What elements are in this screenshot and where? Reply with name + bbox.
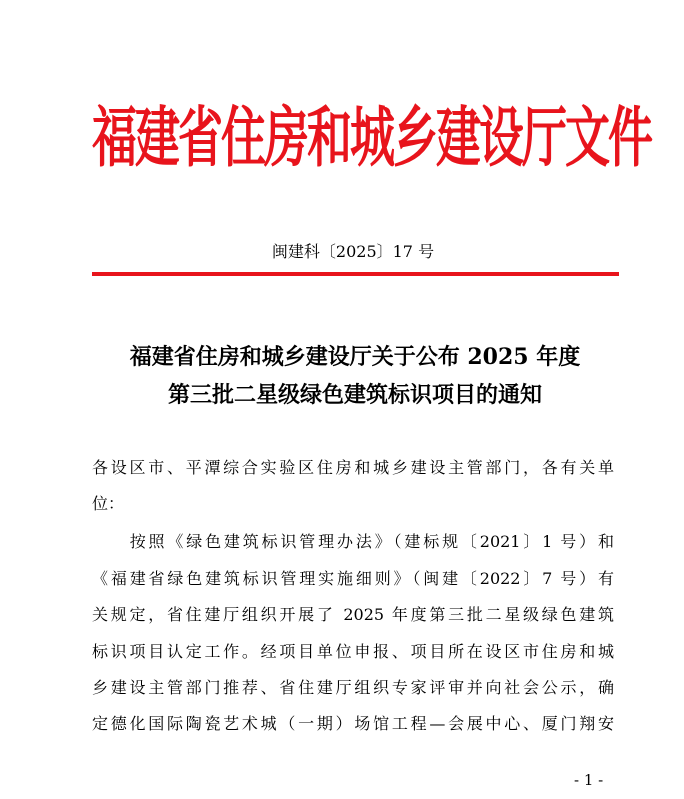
document-number: 闽建科〔2025〕17 号: [271, 242, 435, 261]
salutation-line-2: 位：: [92, 494, 125, 513]
body-line-6: 定德化国际陶瓷艺术城（一期）场馆工程—会展中心、厦门翔安: [92, 714, 614, 733]
document-title-line-2: 第三批二星级绿色建筑标识项目的通知: [167, 382, 542, 408]
body-line-1: 按照《绿色建筑标识管理办法》（建标规〔2021〕1 号）和: [92, 532, 614, 551]
body-line-5: 乡建设主管部门推荐、省住建厅组织专家评审并向社会公示，确: [92, 678, 614, 697]
salutation-line-1: 各设区市、平潭综合实验区住房和城乡建设主管部门，各有关单: [92, 458, 614, 477]
body-line-2: 《福建省绿色建筑标识管理实施细则》（闽建〔2022〕7 号）有: [92, 569, 614, 588]
document-masthead: 福建省住房和城乡建设厅文件: [92, 98, 652, 176]
body-line-3: 关规定，省住建厅组织开展了 2025 年度第三批二星级绿色建筑: [92, 605, 614, 624]
red-separator-rule: [92, 272, 619, 276]
page-number: - 1 -: [574, 771, 604, 789]
document-title-line-1: 福建省住房和城乡建设厅关于公布 2025 年度: [129, 344, 581, 370]
body-line-4: 标识项目认定工作。经项目单位申报、项目所在设区市住房和城: [92, 642, 614, 661]
